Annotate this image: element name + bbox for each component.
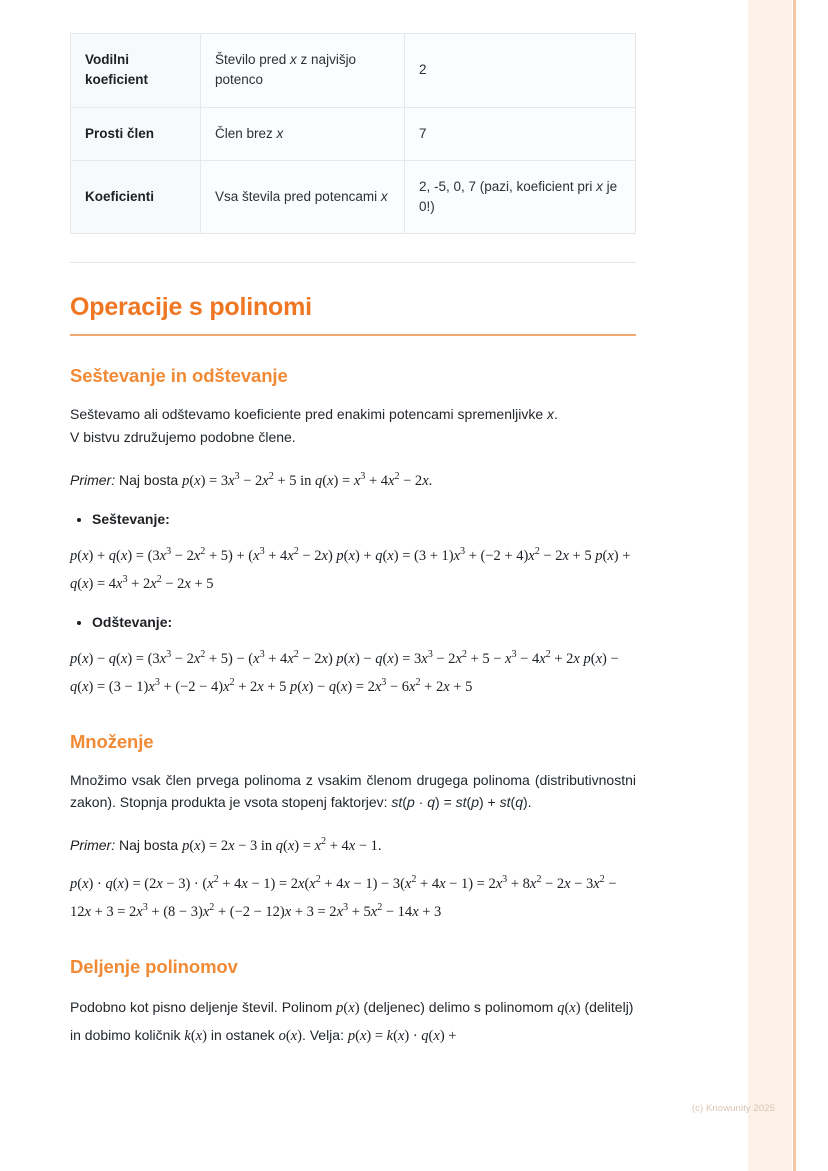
list-item: • Odštevanje: — [92, 611, 636, 635]
value-cell: 2 — [405, 34, 636, 108]
heading-addition-subtraction: Seštevanje in odštevanje — [70, 365, 288, 387]
heading-division: Deljenje polinomov — [70, 955, 238, 977]
division-paragraph: Podobno kot pisno deljenje števil. Polinom p(x) (deljenec) delimo s polinomom q(x) (delitelj) in dobimo količnik k(x) in ostanek o(x). Velja: p(x) = k(x) · q(x) + — [70, 998, 634, 1044]
polynomial-terms-table — [70, 33, 636, 234]
addition-paragraph: Seštevamo ali odštevamo koeficiente pred enakimi potencami spremenljivke x. V bistvu združujemo podobne člene. — [70, 406, 558, 445]
value-cell: 7 — [405, 107, 636, 160]
copyright-text: (c) Knowunity 2025 — [691, 1103, 775, 1114]
addition-example: Primer: Naj bosta $p(x) = 3x^3 - 2x^2 + 5$ in $q(x) = x^3 + 4x^2 - 2x$. — [70, 470, 433, 489]
definition-cell: Člen brez x — [201, 107, 405, 160]
subtraction-bullet-list — [70, 611, 636, 635]
decorative-right-strip — [744, 0, 828, 1171]
multiplication-paragraph: Množimo vsak člen prvega polinoma z vsakim členom drugega polinoma (distributivnostni zakon). Stopnja produkta je vsota stopenj faktorjev: st(p · q) = st(p) + st(q). — [70, 771, 636, 811]
accent-line — [793, 0, 796, 1171]
section-divider — [70, 262, 636, 263]
title-underline — [70, 334, 636, 336]
list-item: • Seštevanje: — [92, 508, 636, 532]
term-cell: Prosti člen — [71, 107, 201, 160]
multiplication-math: $p(x) \cdot q(x) = (2x - 3) \cdot (x^2 + 4x - 1) = 2x(x^2 + 4x - 1) - 3(x^2 + 4x - 1) = 2x^3 + 8x^2 - 2x - 3x^2 - 12x + 3 = 2x^3 + (8 - 3)x^2 + (-2 - 12)x + 3 = 2x^3 + 5x^2 - 14x + 3$ — [70, 874, 617, 921]
term-cell: Vodilni koeficient — [71, 34, 201, 108]
term-cell: Koeficienti — [71, 160, 201, 234]
table-row — [71, 160, 636, 234]
definition-cell: Vsa števila pred potencami x — [201, 160, 405, 234]
heading-multiplication: Množenje — [70, 730, 154, 752]
page-title: Operacije s polinomi — [70, 293, 312, 322]
document-page — [70, 0, 636, 1050]
peach-band — [748, 0, 792, 1171]
table-row — [71, 107, 636, 160]
definition-cell: Število pred x z najvišjo potenco — [201, 34, 405, 108]
subtraction-math: $p(x) - q(x) = (3x^3 - 2x^2 + 5) - (x^3 + 4x^2 - 2x) p(x) - q(x) = 3x^3 - 2x^2 + 5 - x^3 - 4x^2 + 2x$ $p(x) - q(x) = (3 - 1)x^3 + (-2 - 4)x^2 + 2x + 5$ $p(x) - q(x) = 2x^3 - 6x^2 + 2x + 5$ — [70, 649, 619, 696]
value-cell: 2, -5, 0, 7 (pazi, koeficient pri x je 0!) — [405, 160, 636, 234]
table-row — [71, 34, 636, 108]
multiplication-example: Primer: Naj bosta p(x) = 2x − 3 in $q(x) = x^2 + 4x - 1$. — [70, 836, 382, 854]
addition-math: $p(x) + q(x) = (3x^3 - 2x^2 + 5) + (x^3 + 4x^2 - 2x) p(x) + q(x) = (3 + 1)x^3 + (-2 + 4)x^2 - 2x + 5$ $p(x) + q(x) = 4x^3 + 2x^2 - 2x + 5$ — [70, 545, 631, 592]
addition-bullet-list — [70, 508, 636, 532]
